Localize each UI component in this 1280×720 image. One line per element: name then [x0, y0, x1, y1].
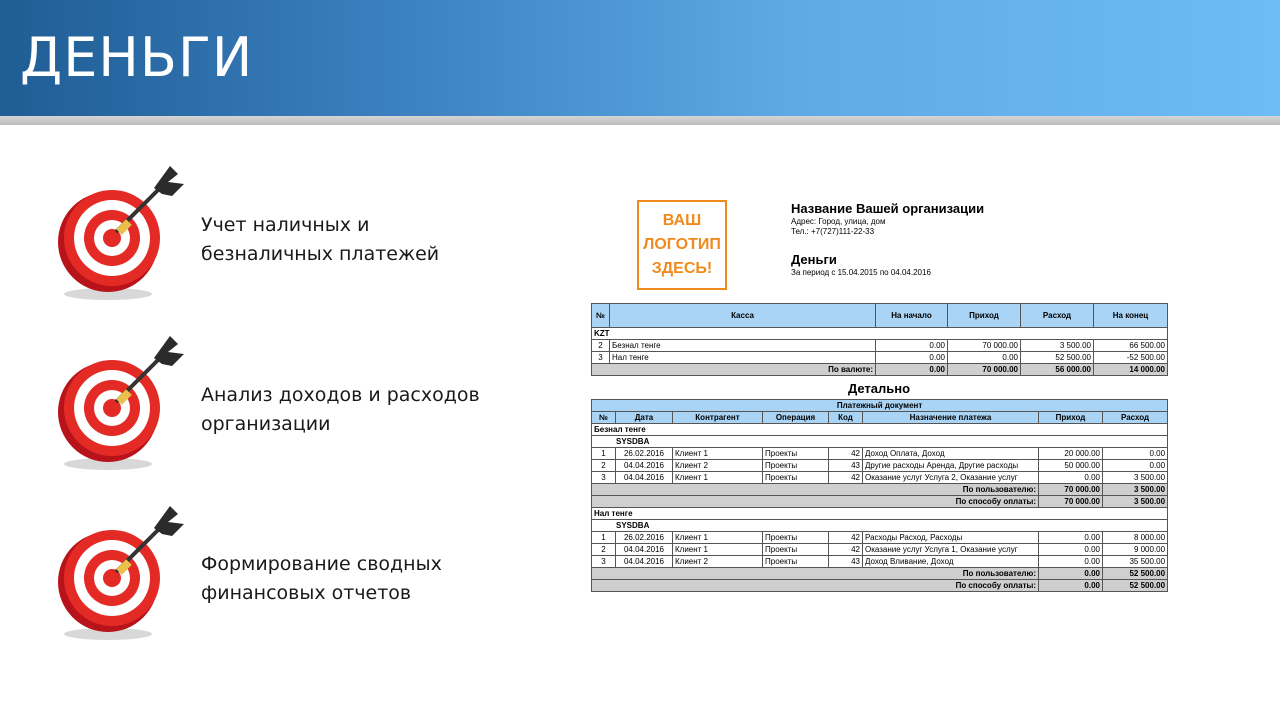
total-by-user-row: По пользователю: 0.00 52 500.00	[592, 568, 1168, 580]
bullet-summary-reports: Формирование сводных финансовых отчетов	[201, 553, 442, 604]
table-row: 2 04.04.2016 Клиент 2 Проекты 43 Другие расходы Аренда, Другие расходы 50 000.00 0.00	[592, 460, 1168, 472]
bullet-income-analysis: Анализ доходов и расходов организации	[201, 384, 480, 435]
table-row: 3 04.04.2016 Клиент 1 Проекты 42 Оказание услуг Услуга 2, Оказание услуг 0.00 3 500.00	[592, 472, 1168, 484]
summary-header-row: № Касса На начало Приход Расход На конец	[592, 304, 1168, 328]
slide-title: ДЕНЬГИ	[20, 26, 254, 89]
detail-table	[591, 399, 1168, 592]
target-icon	[46, 162, 186, 302]
table-row: 3 04.04.2016 Клиент 2 Проекты 43 Доход Вливание, Доход 0.00 35 500.00	[592, 556, 1168, 568]
logo-placeholder: ВАШ ЛОГОТИП ЗДЕСЬ!	[637, 200, 727, 290]
kassa-row: Безнал тенге	[592, 424, 1168, 436]
detail-group-header: Платежный документ	[592, 400, 1168, 412]
table-row: 3 Нал тенге 0.00 0.00 52 500.00 -52 500.00	[592, 352, 1168, 364]
user-row: SYSDBA	[592, 436, 1168, 448]
summary-table	[591, 303, 1168, 376]
user-row: SYSDBA	[592, 520, 1168, 532]
currency-row: KZT	[592, 328, 1168, 340]
total-by-payment-row: По способу оплаты: 70 000.00 3 500.00	[592, 496, 1168, 508]
report-period: За период с 15.04.2015 по 04.04.2016	[791, 268, 931, 277]
table-row: 2 Безнал тенге 0.00 70 000.00 3 500.00 66 500.00	[592, 340, 1168, 352]
target-icon	[46, 332, 186, 472]
bullet-cash-accounting: Учет наличных и безналичных платежей	[201, 214, 440, 265]
total-by-payment-row: По способу оплаты: 0.00 52 500.00	[592, 580, 1168, 592]
total-by-user-row: По пользователю: 70 000.00 3 500.00	[592, 484, 1168, 496]
summary-total-row: По валюте: 0.00 70 000.00 56 000.00 14 000.00	[592, 364, 1168, 376]
table-row: 1 26.02.2016 Клиент 1 Проекты 42 Доход Оплата, Доход 20 000.00 0.00	[592, 448, 1168, 460]
detail-header-row: № Дата Контрагент Операция Код Назначение платежа Приход Расход	[592, 412, 1168, 424]
org-address: Адрес: Город, улица, дом	[791, 217, 886, 226]
detail-title: Детально	[847, 381, 911, 396]
org-name: Название Вашей организации	[791, 201, 985, 216]
target-icon	[46, 502, 186, 642]
table-row: 2 04.04.2016 Клиент 1 Проекты 42 Оказание услуг Услуга 1, Оказание услуг 0.00 9 000.00	[592, 544, 1168, 556]
org-phone: Тел.: +7(727)111-22-33	[791, 227, 875, 236]
banner-divider	[0, 116, 1280, 125]
report-title: Деньги	[791, 252, 837, 267]
kassa-row: Нал тенге	[592, 508, 1168, 520]
table-row: 1 26.02.2016 Клиент 1 Проекты 42 Расходы Расход, Расходы 0.00 8 000.00	[592, 532, 1168, 544]
